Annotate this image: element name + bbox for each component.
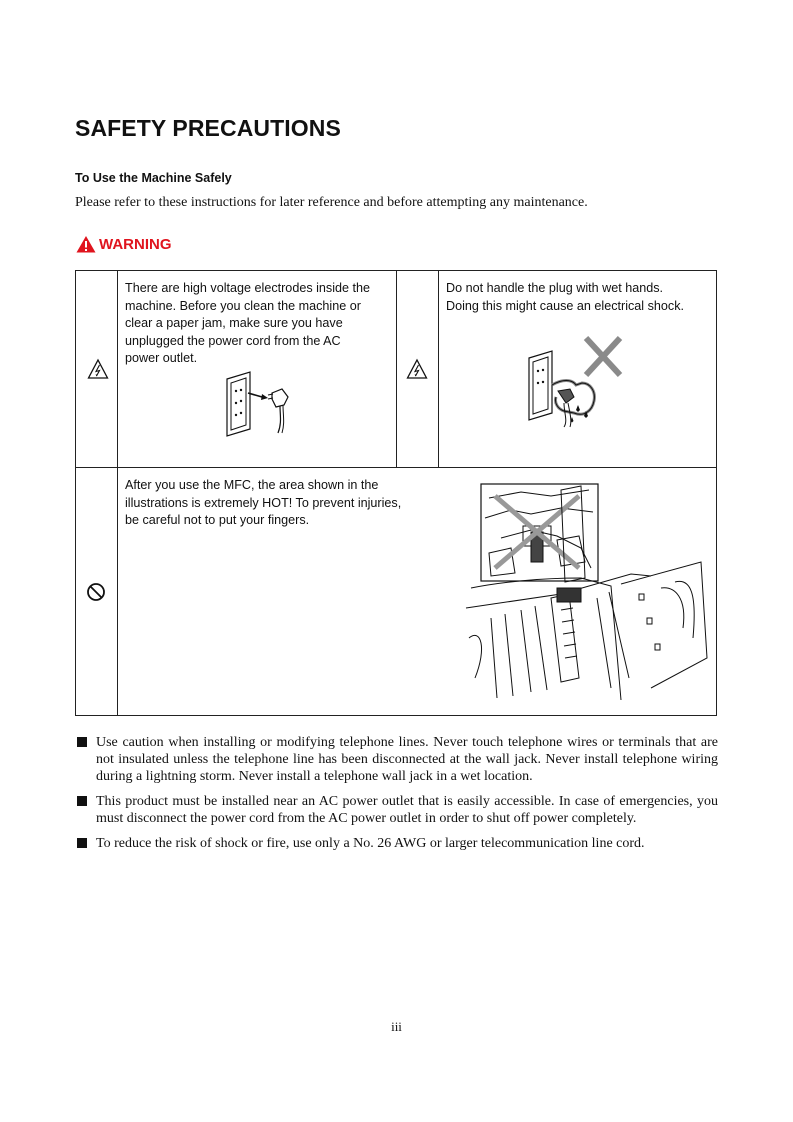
wet-hands-plug-illustration (524, 333, 634, 428)
list-item: Use caution when installing or modifying telephone lines. Never touch telephone wires or terminals that are not insulated unless the telephone line has been disconnected at the wall jack. Never install telephone wiring during a lightning storm. Never install a telephone wall jack in a wet location. (75, 734, 718, 785)
bullet-square-icon (77, 737, 87, 747)
hot-area-machine-illustration (461, 478, 711, 706)
bullet-square-icon (77, 838, 87, 848)
cell-wet-hands-text: Do not handle the plug with wet hands. Doing this might cause an electrical shock. (446, 281, 684, 313)
page-number: iii (391, 1019, 402, 1034)
section-subheading: To Use the Machine Safely (75, 171, 232, 185)
warning-triangle-icon (76, 235, 96, 253)
electric-shock-hazard-icon (406, 358, 428, 380)
bullet-list (75, 734, 718, 860)
warning-heading (76, 235, 172, 253)
list-item: To reduce the risk of shock or fire, use only a No. 26 AWG or larger telecommunication line cord. (75, 835, 718, 852)
page-title: SAFETY PRECAUTIONS (75, 115, 341, 141)
warning-table (75, 270, 717, 716)
prohibition-icon (86, 582, 106, 602)
bullet-square-icon (77, 796, 87, 806)
intro-text: Please refer to these instructions for later reference and before attempting any maintenance. (75, 195, 588, 210)
cell-hot-area-text: After you use the MFC, the area shown in the illustrations is extremely HOT! To prevent injuries, be careful not to put your fingers. (125, 478, 402, 528)
unplug-outlet-illustration (222, 369, 302, 439)
warning-label: WARNING (99, 235, 172, 253)
cell-high-voltage-text: There are high voltage electrodes inside the machine. Before you clean the machine or clear a paper jam, make sure you have unplugged the power cord from the AC power outlet. (125, 281, 371, 366)
electric-shock-hazard-icon (87, 358, 109, 380)
list-item: This product must be installed near an AC power outlet that is easily accessible. In case of emergencies, you must disconnect the power cord from the AC power outlet in order to shut off power completely. (75, 793, 718, 827)
